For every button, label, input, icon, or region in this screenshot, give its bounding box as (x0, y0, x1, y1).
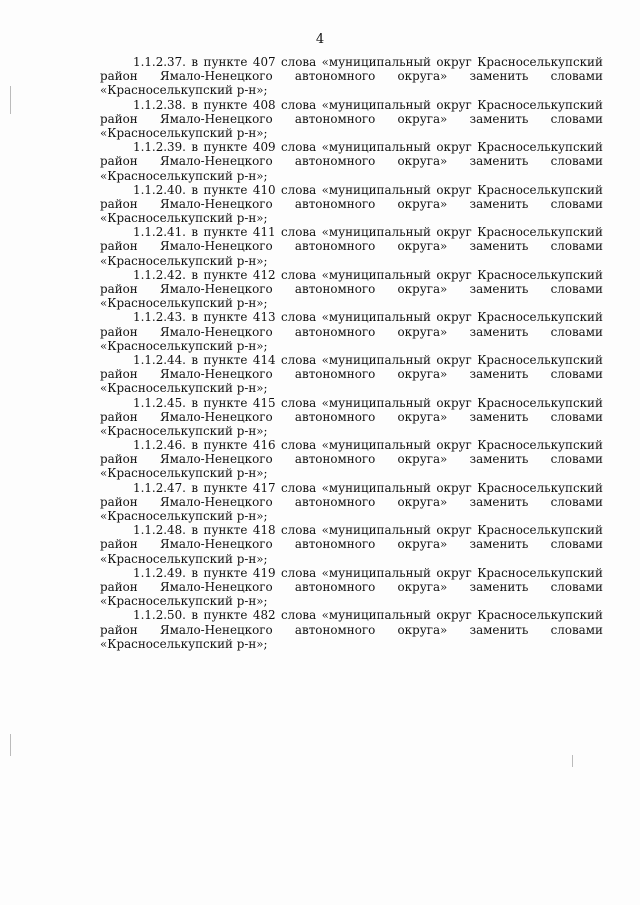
word: 1.1.2.41. (133, 225, 186, 240)
word: Ямало-Ненецкого (159, 452, 273, 467)
word: автономного (294, 579, 376, 594)
word: слова (281, 225, 317, 240)
word: 413 (252, 310, 276, 325)
word: автономного (294, 282, 376, 296)
word: 417 (252, 480, 276, 495)
word: «Красноселькупский р-н»; (100, 509, 268, 523)
text-line (100, 325, 603, 339)
list-item (100, 268, 603, 311)
word: в (191, 267, 199, 282)
word: пункте (203, 55, 248, 69)
word: словами (550, 622, 603, 637)
word: в (191, 310, 199, 325)
list-item (100, 310, 603, 353)
word: словами (550, 282, 603, 296)
word: «муниципальный (321, 438, 431, 453)
text-line (100, 310, 603, 324)
text-line (100, 594, 603, 608)
word: в (191, 182, 199, 197)
word: в (191, 565, 199, 580)
list-item (100, 566, 603, 609)
list-item (100, 98, 603, 141)
word: словами (550, 537, 603, 552)
word: автономного (294, 111, 376, 126)
word: слова (281, 182, 317, 197)
word: 1.1.2.49. (133, 565, 186, 580)
word: 1.1.2.45. (133, 395, 186, 410)
word: пункте (203, 565, 248, 580)
word: «Красноселькупский р-н»; (100, 551, 268, 566)
word: округа» (397, 69, 448, 84)
word: район (100, 69, 138, 84)
word: пункте (203, 267, 248, 282)
word: «муниципальный (321, 310, 431, 325)
word: 1.1.2.43. (133, 310, 186, 325)
text-line (100, 296, 603, 310)
word: район (100, 622, 138, 637)
word: «Красноселькупский р-н»; (100, 296, 268, 311)
text-line (100, 83, 603, 97)
word: округа» (397, 324, 448, 339)
word: округ (436, 140, 472, 155)
word: район (100, 154, 138, 169)
text-line (100, 452, 603, 466)
word: заменить (469, 282, 529, 296)
list-item (100, 225, 603, 268)
scan-mark-left-bottom (10, 734, 11, 756)
word: заменить (469, 452, 529, 467)
text-line (100, 55, 603, 69)
word: в (191, 395, 199, 410)
word: автономного (294, 196, 376, 211)
word: 415 (252, 395, 276, 410)
word: словами (550, 69, 603, 84)
text-line (100, 211, 603, 225)
word: Красноселькупский (477, 182, 603, 197)
word: «Красноселькупский р-н»; (100, 594, 268, 609)
text-line (100, 410, 603, 424)
word: «муниципальный (321, 608, 431, 623)
word: словами (550, 579, 603, 594)
text-line (100, 140, 603, 154)
text-line (100, 396, 603, 410)
word: округ (436, 608, 472, 623)
word: 1.1.2.42. (133, 267, 186, 282)
word: заменить (469, 69, 529, 84)
text-line (100, 481, 603, 495)
word: округ (436, 97, 472, 112)
text-line (100, 154, 603, 168)
list-item (100, 438, 603, 481)
word: «муниципальный (321, 267, 431, 282)
word: в (191, 97, 199, 112)
text-line (100, 339, 603, 353)
word: Ямало-Ненецкого (159, 579, 273, 594)
text-line (100, 197, 603, 211)
word: Ямало-Ненецкого (159, 324, 273, 339)
word: округа» (397, 196, 448, 211)
word: в (191, 523, 199, 538)
word: район (100, 367, 138, 382)
text-line (100, 254, 603, 268)
word: Красноселькупский (477, 55, 603, 69)
word: пункте (203, 310, 248, 325)
word: 1.1.2.44. (133, 352, 186, 367)
text-line (100, 637, 603, 651)
word: округа» (397, 239, 448, 254)
word: «муниципальный (321, 480, 431, 495)
list-item (100, 608, 603, 651)
word: «муниципальный (321, 140, 431, 155)
word: 1.1.2.47. (133, 480, 186, 495)
word: словами (550, 154, 603, 169)
word: район (100, 196, 138, 211)
word: 409 (252, 140, 276, 155)
word: округа» (397, 452, 448, 467)
word: район (100, 452, 138, 467)
word: «муниципальный (321, 225, 431, 240)
word: в (191, 140, 199, 155)
word: Ямало-Ненецкого (159, 622, 273, 637)
word: 407 (252, 55, 276, 69)
word: пункте (203, 480, 248, 495)
word: 1.1.2.40. (133, 182, 186, 197)
word: заменить (469, 409, 529, 424)
word: Красноселькупский (477, 267, 603, 282)
word: пункте (203, 608, 248, 623)
text-line (100, 623, 603, 637)
word: Ямало-Ненецкого (159, 494, 273, 509)
word: пункте (203, 140, 248, 155)
word: Красноселькупский (477, 438, 603, 453)
word: Красноселькупский (477, 97, 603, 112)
word: 1.1.2.37. (133, 55, 186, 69)
word: в (191, 438, 199, 453)
text-line (100, 98, 603, 112)
word: Ямало-Ненецкого (159, 239, 273, 254)
word: «Красноселькупский р-н»; (100, 253, 268, 268)
text-line (100, 495, 603, 509)
word: слова (281, 565, 317, 580)
word: Ямало-Ненецкого (159, 282, 273, 296)
word: «Красноселькупский р-н»; (100, 211, 268, 226)
word: округ (436, 310, 472, 325)
word: Красноселькупский (477, 395, 603, 410)
word: 408 (252, 97, 276, 112)
word: «муниципальный (321, 565, 431, 580)
word: заменить (469, 239, 529, 254)
word: в (191, 55, 199, 69)
list-item (100, 353, 603, 396)
word: округ (436, 352, 472, 367)
word: словами (550, 324, 603, 339)
word: округа» (397, 154, 448, 169)
word: заменить (469, 622, 529, 637)
word: «муниципальный (321, 182, 431, 197)
word: автономного (294, 537, 376, 552)
text-line (100, 353, 603, 367)
word: 1.1.2.38. (133, 97, 186, 112)
word: 411 (252, 225, 276, 240)
word: автономного (294, 494, 376, 509)
word: Красноселькупский (477, 480, 603, 495)
word: Красноселькупский (477, 310, 603, 325)
word: район (100, 111, 138, 126)
text-line (100, 126, 603, 140)
word: Красноселькупский (477, 140, 603, 155)
word: район (100, 409, 138, 424)
word: слова (281, 480, 317, 495)
word: 1.1.2.50. (133, 608, 186, 623)
word: округа» (397, 111, 448, 126)
word: словами (550, 367, 603, 382)
word: округ (436, 480, 472, 495)
word: автономного (294, 409, 376, 424)
word: округа» (397, 622, 448, 637)
word: автономного (294, 452, 376, 467)
word: «Красноселькупский р-н»; (100, 466, 268, 481)
list-item (100, 481, 603, 524)
word: Ямало-Ненецкого (159, 409, 273, 424)
word: заменить (469, 537, 529, 552)
word: 1.1.2.48. (133, 523, 186, 538)
word: заменить (469, 494, 529, 509)
word: «муниципальный (321, 395, 431, 410)
list-item (100, 183, 603, 226)
word: слова (281, 55, 317, 69)
text-line (100, 183, 603, 197)
text-line (100, 169, 603, 183)
word: слова (281, 310, 317, 325)
word: «муниципальный (321, 352, 431, 367)
word: Красноселькупский (477, 225, 603, 240)
word: округ (436, 395, 472, 410)
list-item (100, 523, 603, 566)
word: округа» (397, 367, 448, 382)
word: пункте (203, 523, 248, 538)
word: Ямало-Ненецкого (159, 367, 273, 382)
word: район (100, 579, 138, 594)
list-item (100, 55, 603, 98)
word: Ямало-Ненецкого (159, 111, 273, 126)
word: автономного (294, 69, 376, 84)
page-number: 4 (315, 32, 325, 47)
text-line (100, 580, 603, 594)
word: 419 (252, 565, 276, 580)
word: район (100, 494, 138, 509)
word: в (191, 225, 199, 240)
word: «Красноселькупский р-н»; (100, 381, 268, 396)
text-line (100, 112, 603, 126)
text-line (100, 69, 603, 83)
word: автономного (294, 324, 376, 339)
word: 414 (252, 352, 276, 367)
text-line (100, 239, 603, 253)
text-line (100, 537, 603, 551)
word: округа» (397, 409, 448, 424)
word: слова (281, 267, 317, 282)
document-body (100, 55, 603, 651)
word: округ (436, 438, 472, 453)
word: округ (436, 225, 472, 240)
text-line (100, 268, 603, 282)
word: округа» (397, 494, 448, 509)
word: слова (281, 352, 317, 367)
word: заменить (469, 196, 529, 211)
text-line (100, 523, 603, 537)
word: 410 (252, 182, 276, 197)
word: «муниципальный (321, 55, 431, 69)
word: «Красноселькупский р-н»; (100, 423, 268, 438)
scan-mark-right (572, 755, 573, 767)
word: словами (550, 239, 603, 254)
word: округ (436, 523, 472, 538)
text-line (100, 438, 603, 452)
text-line (100, 608, 603, 622)
word: словами (550, 494, 603, 509)
word: словами (550, 452, 603, 467)
word: заменить (469, 111, 529, 126)
word: округ (436, 267, 472, 282)
word: район (100, 239, 138, 254)
word: «муниципальный (321, 97, 431, 112)
word: район (100, 537, 138, 552)
word: Ямало-Ненецкого (159, 196, 273, 211)
word: слова (281, 608, 317, 623)
word: слова (281, 140, 317, 155)
text-line (100, 509, 603, 523)
list-item (100, 140, 603, 183)
word: Красноселькупский (477, 608, 603, 623)
word: слова (281, 523, 317, 538)
word: 418 (252, 523, 276, 538)
word: округ (436, 182, 472, 197)
word: округа» (397, 537, 448, 552)
word: 1.1.2.46. (133, 438, 186, 453)
word: заменить (469, 154, 529, 169)
text-line (100, 282, 603, 296)
word: заменить (469, 324, 529, 339)
word: район (100, 324, 138, 339)
text-line (100, 381, 603, 395)
word: «Красноселькупский р-н»; (100, 83, 268, 98)
word: 482 (252, 608, 276, 623)
word: слова (281, 395, 317, 410)
word: автономного (294, 367, 376, 382)
text-line (100, 424, 603, 438)
word: пункте (203, 97, 248, 112)
word: пункте (203, 352, 248, 367)
word: Ямало-Ненецкого (159, 69, 273, 84)
word: автономного (294, 154, 376, 169)
word: «Красноселькупский р-н»; (100, 636, 268, 651)
word: Ямало-Ненецкого (159, 154, 273, 169)
word: округа» (397, 282, 448, 296)
word: округ (436, 55, 472, 69)
word: словами (550, 409, 603, 424)
word: район (100, 282, 138, 296)
word: Красноселькупский (477, 565, 603, 580)
word: слова (281, 438, 317, 453)
word: Ямало-Ненецкого (159, 537, 273, 552)
word: пункте (203, 182, 248, 197)
word: Красноселькупский (477, 523, 603, 538)
list-item (100, 396, 603, 439)
text-line (100, 225, 603, 239)
word: слова (281, 97, 317, 112)
word: в (191, 352, 199, 367)
scan-mark-left-top (10, 86, 11, 114)
text-line (100, 552, 603, 566)
word: «Красноселькупский р-н»; (100, 168, 268, 183)
word: заменить (469, 367, 529, 382)
word: «Красноселькупский р-н»; (100, 125, 268, 140)
word: пункте (203, 225, 248, 240)
word: округа» (397, 579, 448, 594)
word: 416 (252, 438, 276, 453)
word: в (191, 608, 199, 623)
word: 412 (252, 267, 276, 282)
text-line (100, 566, 603, 580)
word: пункте (203, 438, 248, 453)
word: в (191, 480, 199, 495)
word: пункте (203, 395, 248, 410)
word: словами (550, 111, 603, 126)
word: «Красноселькупский р-н»; (100, 338, 268, 353)
word: «муниципальный (321, 523, 431, 538)
word: округ (436, 565, 472, 580)
word: 1.1.2.39. (133, 140, 186, 155)
word: Красноселькупский (477, 352, 603, 367)
word: словами (550, 196, 603, 211)
word: автономного (294, 622, 376, 637)
word: автономного (294, 239, 376, 254)
text-line (100, 466, 603, 480)
word: заменить (469, 579, 529, 594)
text-line (100, 367, 603, 381)
